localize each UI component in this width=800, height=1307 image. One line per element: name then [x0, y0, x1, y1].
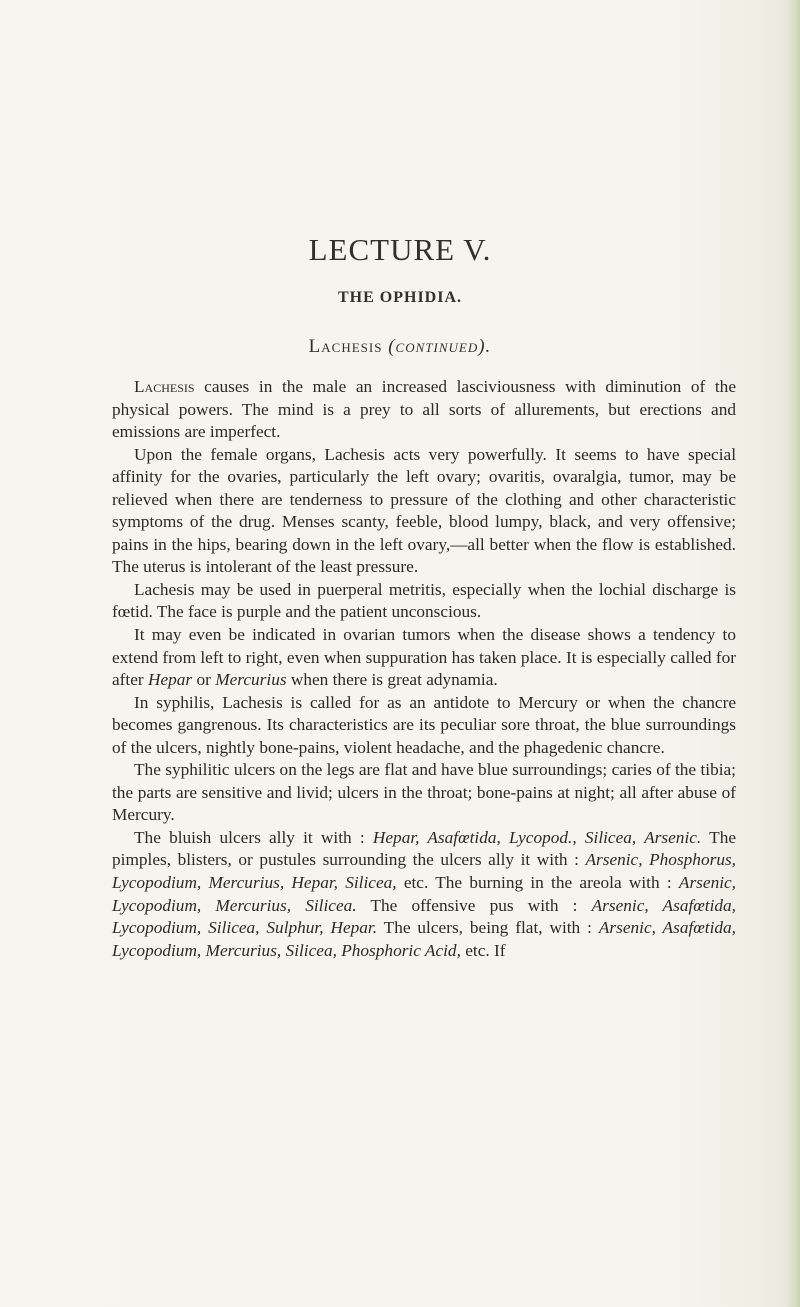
paragraph-text: Upon the female organs, Lachesis acts very powerfully. It seems to have special affinity for the ovaries, particularly the left ovary; ovaritis, ovaralgia, tumor, may be relieved when there are tenderness to pressure of the clothing and other characteristic symptoms of the drug. Menses scanty, feeble, blood lumpy, black, and very offensive; pains in the hips, bearing down in the left ovary,—all better when the flow is established. The uterus is intolerant of the least pressure.	[112, 444, 736, 577]
remedy-list: Arsenic, Asafœtida, Lycopodium, Mercurius, Silicea, Phosphoric Acid,	[112, 918, 736, 960]
paragraph-1	[112, 376, 736, 444]
paragraph-text: The ulcers, being flat, with :	[377, 918, 599, 938]
lecture-title: LECTURE V.	[308, 232, 492, 267]
section-title: THE OPHIDIA.	[337, 289, 462, 306]
paragraph-text: when there is great adynamia.	[286, 670, 498, 690]
paragraph-text: It may even be indicated in ovarian tumors when the disease shows a tendency to extend from left to right, even when suppuration has taken place. It is especially called for after	[112, 625, 736, 690]
paragraph-text: The pimples, blisters, or pustules surrounding the ulcers ally it with :	[112, 827, 736, 870]
remedy-list: Arsenic, Phosphorus, Lycopodium, Mercurius, Hepar, Silicea,	[112, 850, 737, 893]
paragraph-lead: Lachesis	[134, 377, 195, 396]
body-text	[112, 376, 736, 962]
remedy-list: Hepar, Asafœtida, Lycopod., Silicea, Arsenic.	[372, 827, 702, 847]
remedy-list: Arsenic, Asafœtida, Lycopodium, Silicea, Sulphur, Hepar.	[112, 895, 736, 938]
page-edge	[786, 0, 800, 1307]
chapter-subtitle	[0, 336, 800, 358]
subtitle-main: Lachesis	[308, 336, 383, 357]
paragraph-text: In syphilis, Lachesis is called for as an antidote to Mercury or when the chancre becomes gangrenous. Its characteristics are its peculiar sore throat, the blue surroundings of the ulcers, nightly bone-pains, violent headache, and the phagedenic chancre.	[112, 692, 736, 757]
paragraph-text: The bluish ulcers ally it with :	[134, 827, 373, 847]
remedy-name: Mercurius	[215, 670, 287, 690]
paragraph-text: The offensive pus with :	[356, 895, 592, 915]
subtitle-paren: (continued).	[388, 336, 492, 357]
paragraph-5	[112, 692, 736, 760]
paragraph-text: etc. If	[460, 940, 506, 960]
remedy-name: Hepar	[147, 670, 193, 690]
paragraph-6	[112, 759, 736, 827]
paragraph-text: Lachesis may be used in puerperal metritis, especially when the lochial discharge is fœtid. The face is purple and the patient unconscious.	[112, 579, 736, 622]
paragraph-3	[112, 579, 736, 624]
paragraph-text: etc. The burning in the areola with :	[396, 873, 679, 893]
paragraph-text: or	[192, 670, 216, 690]
paragraph-4	[112, 624, 736, 692]
paragraph-7	[112, 827, 736, 962]
remedy-list: Arsenic, Lycopodium, Mercurius, Silicea.	[112, 873, 736, 915]
paragraph-text: causes in the male an increased lasciviousness with diminution of the physical powers. The mind is a prey to all sorts of allurements, but erections and emissions are imperfect.	[112, 377, 736, 442]
paragraph-text: The syphilitic ulcers on the legs are flat and have blue surroundings; caries of the tibia; the parts are sensitive and livid; ulcers in the throat; bone-pains at night; all after abuse of Mercury.	[112, 760, 736, 825]
paragraph-2	[112, 444, 736, 579]
